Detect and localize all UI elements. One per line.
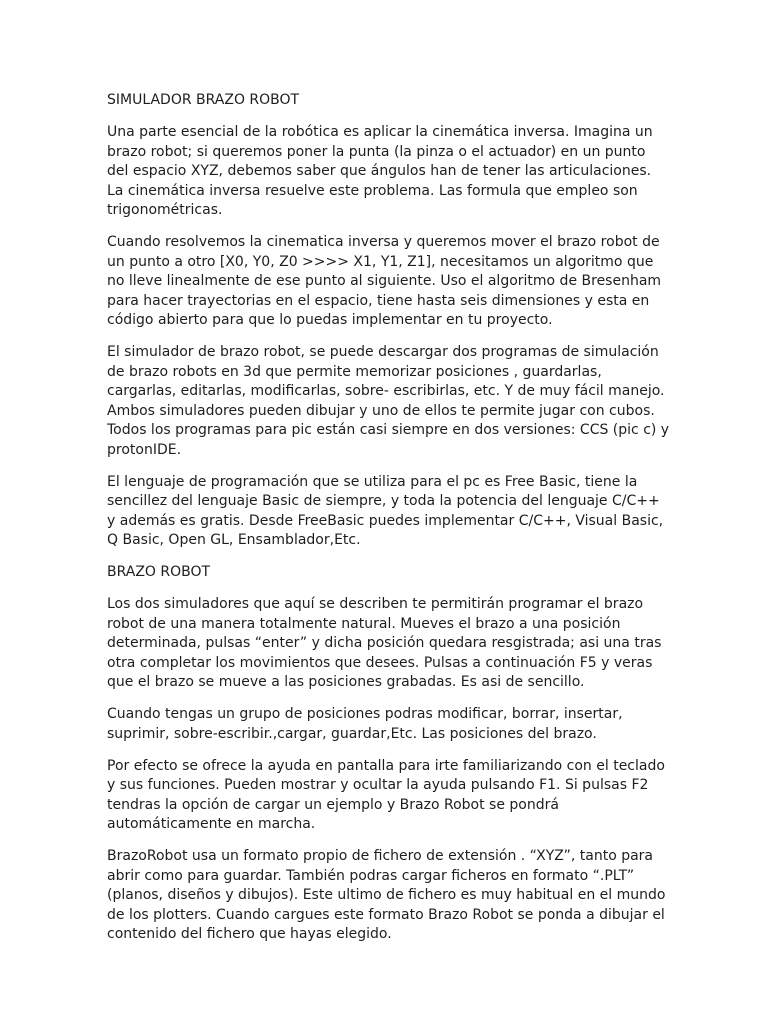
text-line: brazo robot; si queremos poner la punta (la pinza o el actuador) en un punto: [107, 143, 646, 160]
text-line: otra completar los movimientos que desees. Pulsas a continuación F5 y veras: [107, 654, 653, 671]
paragraph-bresenham: [107, 233, 667, 331]
section-heading-brazo-robot: BRAZO ROBOT: [107, 564, 211, 580]
text-line: suprimir, sobre-escribir.,cargar, guardar,Etc. Las posiciones del brazo.: [107, 725, 597, 742]
text-line: abrir como para guardar. También podras cargar ficheros en formato “.PLT”: [107, 867, 635, 884]
text-line: automáticamente en marcha.: [107, 816, 316, 832]
paragraph-file-format: [107, 847, 667, 945]
text-line: del espacio XYZ, debemos saber que ángulos han de tener las articulaciones.: [107, 163, 652, 179]
paragraph-two-simulators: [107, 595, 667, 693]
text-line: (planos, diseños y dibujos). Este ultimo de fichero es muy habitual en el mundo: [107, 887, 666, 903]
text-line: tendras la opción de cargar un ejemplo y Brazo Robot se pondrá: [107, 796, 559, 813]
paragraph-simulator: [107, 343, 670, 460]
text-line: Por efecto se ofrece la ayuda en pantalla para irte familiarizando con el teclado: [107, 757, 665, 774]
text-line: BrazoRobot usa un formato propio de fichero de extensión . “XYZ”, tanto para: [107, 848, 654, 864]
text-line: contenido del fichero que hayas elegido.: [107, 926, 392, 942]
text-line: para hacer trayectorias en el espacio, tiene hasta seis dimensiones y esta en: [107, 292, 650, 309]
text-line: un punto a otro [X0, Y0, Z0 >>>> X1, Y1, Z1], necesitamos un algoritmo que: [107, 253, 654, 270]
text-line: no lleve linealmente de ese punto al siguiente. Uso el algoritmo de Bresenham: [107, 273, 662, 289]
text-line: y además es gratis. Desde FreeBasic puedes implementar C/C++, Visual Basic,: [107, 512, 664, 529]
text-line: Cuando resolvemos la cinematica inversa y queremos mover el brazo robot de: [107, 234, 660, 250]
text-line: cargarlas, editarlas, modificarlas, sobre- escribirlas, etc. Y de muy fácil manejo.: [107, 383, 665, 399]
text-line: Todos los programas para pic están casi siempre en dos versiones: CCS (pic c) y: [107, 422, 670, 438]
text-line: Q Basic, Open GL, Ensamblador,Etc.: [107, 532, 361, 548]
text-line: Cuando tengas un grupo de posiciones podras modificar, borrar, insertar,: [107, 706, 623, 722]
paragraph-help: [107, 757, 667, 835]
text-line: trigonométricas.: [107, 202, 223, 218]
text-line: protonIDE.: [107, 441, 182, 458]
text-line: que el brazo se mueve a las posiciones grabadas. Es asi de sencillo.: [107, 674, 585, 690]
paragraph-inverse-kinematics: [107, 123, 667, 221]
text-line: y sus funciones. Pueden mostrar y ocultar la ayuda pulsando F1. Si pulsas F2: [107, 777, 649, 793]
paragraph-positions: [107, 705, 667, 744]
paragraph-freebasic: [107, 473, 667, 551]
text-line: El lenguaje de programación que se utiliza para el pc es Free Basic, tiene la: [107, 473, 638, 490]
document-title: SIMULADOR BRAZO ROBOT: [107, 92, 300, 108]
text-line: sencillez del lenguaje Basic de siempre, y toda la potencia del lenguaje C/C++: [107, 493, 660, 509]
text-line: código abierto para que lo puedas implementar en tu proyecto.: [107, 312, 553, 328]
text-line: determinada, pulsas “enter” y dicha posición quedara resgistrada; asi una tras: [107, 635, 662, 651]
text-line: Los dos simuladores que aquí se describen te permitirán programar el brazo: [107, 596, 644, 612]
text-line: robot de una manera totalmente natural. Mueves el brazo a una posición: [107, 615, 621, 632]
text-line: de brazo robots en 3d que permite memorizar posiciones , guardarlas,: [107, 363, 602, 380]
document-page: [107, 91, 670, 957]
text-line: El simulador de brazo robot, se puede descargar dos programas de simulación: [107, 344, 659, 360]
text-line: Una parte esencial de la robótica es aplicar la cinemática inversa. Imagina un: [107, 124, 653, 140]
text-line: Ambos simuladores pueden dibujar y uno de ellos te permite jugar con cubos.: [107, 402, 655, 419]
text-line: de los plotters. Cuando cargues este formato Brazo Robot se ponda a dibujar el: [107, 906, 665, 923]
text-line: La cinemática inversa resuelve este problema. Las formula que empleo son: [107, 182, 638, 199]
